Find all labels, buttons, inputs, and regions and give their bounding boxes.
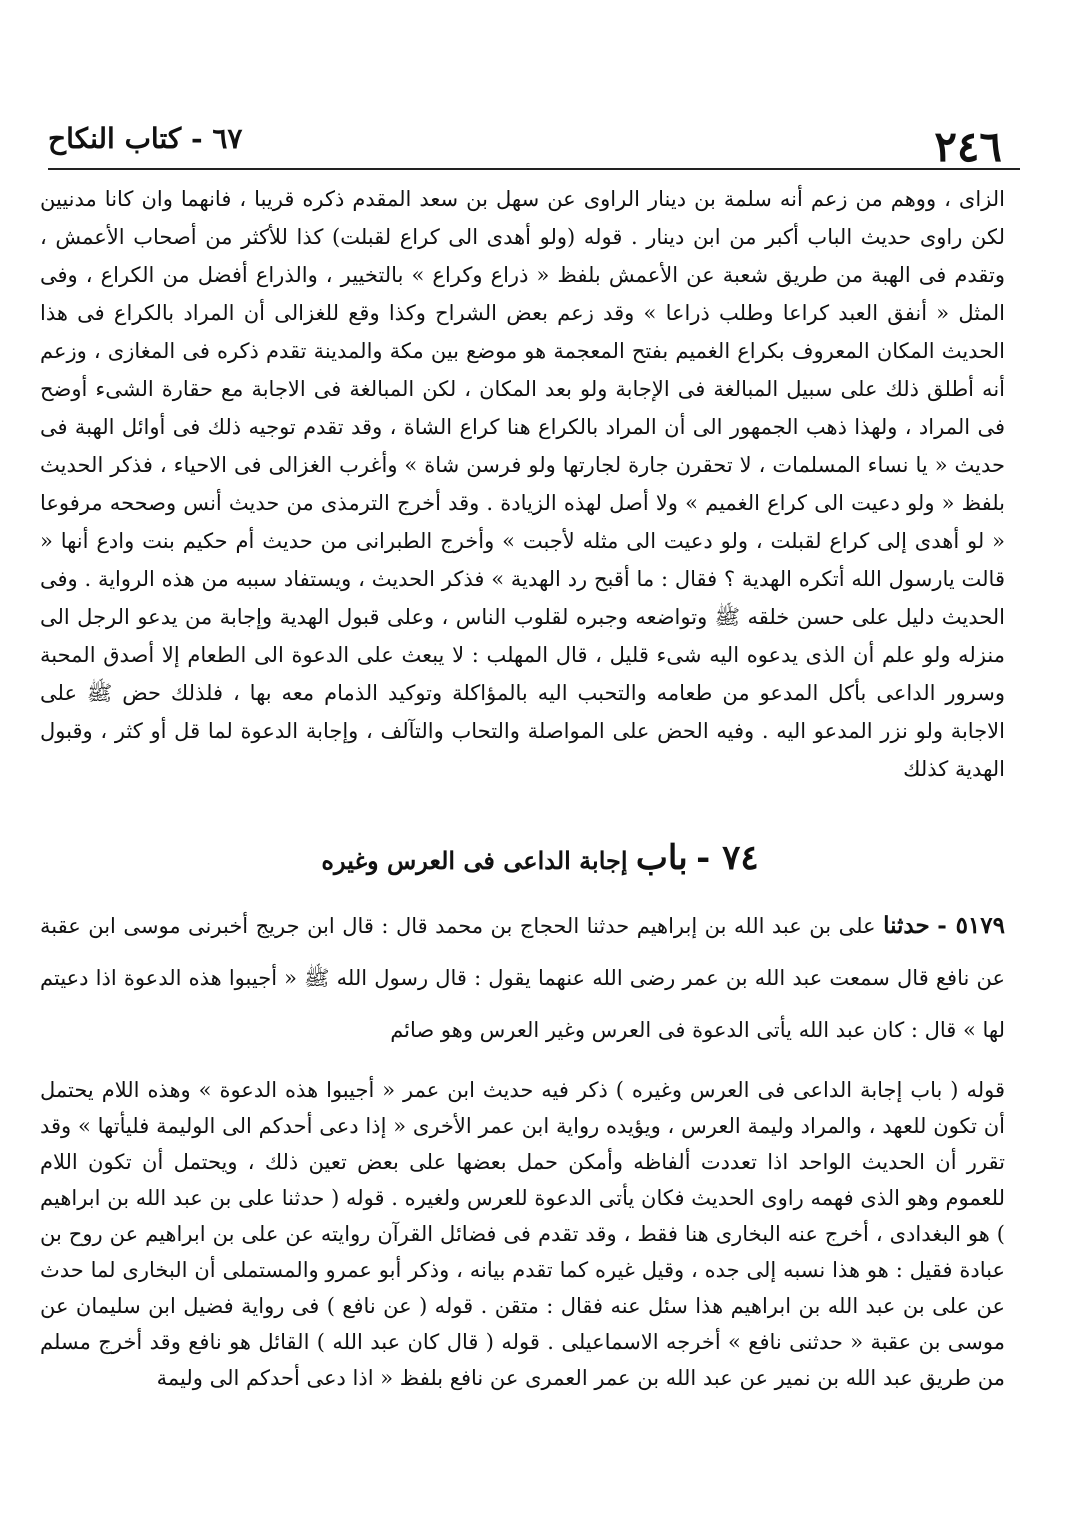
chapter-title: إجابة الداعى فى العرس وغيره bbox=[321, 846, 628, 875]
hadith-opener: حدثنا bbox=[883, 912, 930, 939]
hadith-number: ٥١٧٩ - bbox=[937, 912, 1005, 939]
chapter-number: ٧٤ - bbox=[696, 838, 759, 878]
commentary-paragraph-1: الزاى ، ووهم من زعم أنه سلمة بن دينار الراوى عن سهل بن سعد المقدم ذكره قريبا ، فانهما وان كانا مدنيين لكن راوى حديث الباب أكبر من ابن دينار . قوله (ولو أهدى الى كراع لقبلت) كذا للأكثر من أصحاب الأعمش ، وتقدم فى الهبة من طريق شعبة عن الأعمش بلفظ « ذراع وكراع » بالتخيير ، والذراع أفضل من الكراع ، وفى المثل « أنفق العبد كراعا وطلب ذراعا » وقد زعم بعض الشراح وكذا وقع للغزالى أن المراد بالكراع فى هذا الحديث المكان المعروف بكراع الغميم بفتح المعجمة هو موضع بين مكة والمدينة تقدم ذكره فى المغازى ، وزعم أنه أطلق ذلك على سبيل المبالغة فى الإجابة ولو بعد المكان ، لكن المبالغة فى الاجابة مع حقارة الشىء أوضح فى المراد ، ولهذا ذهب الجمهور الى أن المراد بالكراع هنا كراع الشاة ، وقد تقدم توجيه ذلك فى أوائل الهبة فى حديث « يا نساء المسلمات ، لا تحقرن جارة لجارتها ولو فرسن شاة » وأغرب الغزالى فى الاحياء ، فذكر الحديث بلفظ « ولو دعيت الى كراع الغميم » ولا أصل لهذه الزيادة . وقد أخرج الترمذى من حديث أنس وصححه مرفوعا « لو أهدى إلى كراع لقبلت ، ولو دعيت الى مثله لأجبت » وأخرج الطبرانى من حديث أم حكيم بنت وادع أنها « قالت يارسول الله أتكره الهدية ؟ فقال : ما أقبح رد الهدية » فذكر الحديث ، ويستفاد سببه من هذه الرواية . وفى الحديث دليل على حسن خلقه ﷺ وتواضعه وجبره لقلوب الناس ، وعلى قبول الهدية وإجابة من يدعو الرجل الى منزله ولو علم أن الذى يدعوه اليه شىء قليل ، قال المهلب : لا يبعث على الدعوة الى الطعام إلا أصدق المحبة وسرور الداعى بأكل المدعو من طعامه والتحبب اليه بالمؤاكلة وتوكيد الذمام معه بها ، فلذلك حض ﷺ على الاجابة ولو نزر المدعو اليه . وفيه الحض على المواصلة والتحاب والتآلف ، وإجابة الدعوة لما قل أو كثر ، وقبول الهدية كذلك bbox=[40, 187, 1005, 781]
hadith-text-block bbox=[40, 900, 1005, 1068]
header-divider bbox=[48, 168, 1020, 170]
commentary-paragraph-2: قوله ( باب إجابة الداعى فى العرس وغيره ) ذكر فيه حديث ابن عمر « أجيبوا هذه الدعوة » وهذه اللام يحتمل أن تكون للعهد ، والمراد وليمة العرس ، ويؤيده رواية ابن عمر الأخرى « إذا دعى أحدكم الى الوليمة فليأتها » وقد تقرر أن الحديث الواحد اذا تعددت ألفاظه وأمكن حمل بعضها على بعض تعين ذلك ، ويحتمل أن تكون اللام للعموم وهو الذى فهمه راوى الحديث فكان يأتى الدعوة للعرس ولغيره . قوله ( حدثنا على بن عبد الله بن ابراهيم ) هو البغدادى ، أخرج عنه البخارى هنا فقط ، وقد تقدم فى فضائل القرآن روايته عن على بن ابراهيم عن روح بن عبادة فقيل : هو هذا نسبه إلى جده ، وقيل غيره كما تقدم بيانه ، وذكر أبو عمرو والمستملى أن البخارى لما حدث عن على بن عبد الله بن ابراهيم هذا سئل عنه فقال : متقن . قوله ( عن نافع ) فى رواية فضيل ابن سليمان عن موسى بن عقبة « حدثنى نافع » أخرجه الاسماعيلى . قوله ( قال كان عبد الله ) القائل هو نافع وقد أخرج مسلم من طريق عبد الله بن نمير عن عبد الله بن عمر العمرى عن نافع بلفظ « اذا دعى أحدكم الى وليمة bbox=[40, 1078, 1005, 1390]
running-title: ٦٧ - كتاب النكاح bbox=[48, 122, 243, 155]
chapter-label: باب bbox=[635, 838, 688, 878]
chapter-heading bbox=[120, 838, 960, 890]
page-number: ٢٤٦ bbox=[934, 122, 1002, 171]
hadith-text: على بن عبد الله بن إبراهيم حدثنا الحجاج بن محمد قال : قال ابن جريج أخبرنى موسى ابن عقبة عن نافع قال سمعت عبد الله بن عمر رضى الله عنهما يقول : قال رسول الله ﷺ « أجيبوا هذه الدعوة اذا دعيتم لها » قال : كان عبد الله يأتى الدعوة فى العرس وغير العرس وهو صائم bbox=[40, 914, 1005, 1042]
